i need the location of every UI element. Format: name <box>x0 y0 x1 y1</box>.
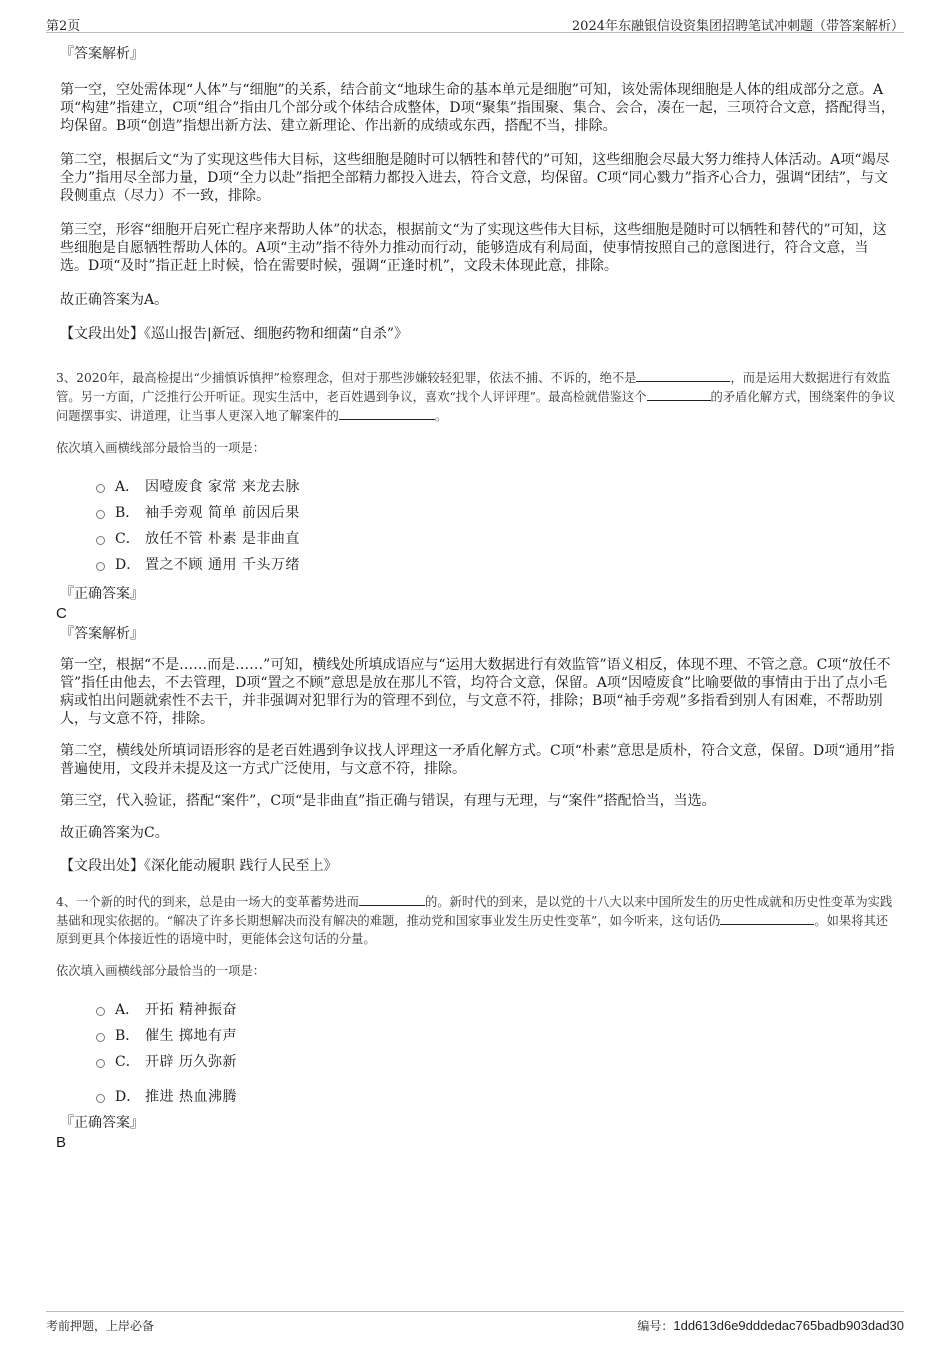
radio-button-icon[interactable] <box>96 536 105 545</box>
q3-analysis-label: 『答案解析』 <box>60 626 144 642</box>
q3-option-a[interactable]: A． 因噎废食 家常 来龙去脉 <box>96 477 896 503</box>
q4-option-a[interactable]: A． 开拓 精神振奋 <box>96 1000 896 1026</box>
radio-button-icon[interactable] <box>96 1033 105 1042</box>
q2-analysis-paragraph-3: 第三空，形容“细胞开启死亡程序来帮助人体”的状态，根据前文“为了实现这些伟大目标，这些细胞是随时可以牺牲和替代的”可知，这些细胞是自愿牺牲帮助人体的。A项“主动”指不待外力推动而行动，能够造成有利局面，使事情按照自己的意图进行，符合文意，当选。D项“及时”指正赶上时候，恰在需要时候，强调“正逢时机”，文段未体现此意，排除。 <box>60 222 887 274</box>
q3-blank-3 <box>339 406 435 420</box>
q3-blank-2 <box>647 387 711 401</box>
q3-option-d[interactable]: D． 置之不顾 通用 千头万绪 <box>96 555 896 581</box>
q2-analysis-paragraph-1: 第一空，空处需体现“人体”与“细胞”的关系，结合前文“地球生命的基本单元是细胞”可知，该处需体现细胞是人体的组成部分之意。A项“构建”指建立，C项“组合”指由几个部分或个体结合成整体，D项“聚集”指围聚、集合、会合，凑在一起，三项符合文意，搭配得当，均保留。B项“创造”指想出新方法、建立新理论、作出新的成绩或东西，搭配不当，排除。 <box>60 82 895 134</box>
q4-correct-label: 『正确答案』 <box>60 1115 144 1131</box>
radio-button-icon[interactable] <box>96 1059 105 1068</box>
q3-blank-1 <box>636 368 730 382</box>
q4-options <box>96 1000 896 1113</box>
q3-analysis-paragraph-2: 第二空，横线处所填词语形容的是老百姓遇到争议找人评理这一矛盾化解方式。C项“朴素”意思是质朴，符合文意，保留。D项“通用”指普遍使用，文段并未提及这一方式广泛使用，与文意不符，排除。 <box>60 743 895 777</box>
footer-id <box>637 1317 904 1334</box>
q4-option-b[interactable]: B． 催生 掷地有声 <box>96 1026 896 1052</box>
q4-blank-1 <box>359 892 425 906</box>
q3-conclusion: 故正确答案为C。 <box>60 825 169 841</box>
q4-instruction: 依次填入画横线部分最恰当的一项是： <box>56 964 266 978</box>
footer-id-code: 1dd613d6e9dddedac765badb903dad30 <box>673 1318 904 1333</box>
footer-id-label: 编号： <box>637 1319 674 1333</box>
q3-analysis-paragraph-1: 第一空，根据“不是……而是……”可知，横线处所填成语应与“运用大数据进行有效监管”语义相反，体现不理、不管之意。C项“放任不管”指任由他去，不去管理，D项“置之不顾”意思是放在那儿不管，均符合文意，保留。A项“因噎废食”比喻要做的事情由于出了点小毛病或怕出问题就索性不去干，并非强调对犯罪行为的管理不到位，与文意不符，排除；B项“袖手旁观”多指看到别人有困难，不帮助别人，与文意不符，排除。 <box>60 657 891 727</box>
radio-button-icon[interactable] <box>96 510 105 519</box>
q3-instruction: 依次填入画横线部分最恰当的一项是： <box>56 441 266 455</box>
page-number: 第2页 <box>46 19 81 34</box>
radio-button-icon[interactable] <box>96 484 105 493</box>
document-body <box>56 44 896 1153</box>
q4-blank-2 <box>720 911 814 925</box>
q2-analysis-label: 『答案解析』 <box>60 46 144 62</box>
page-footer <box>46 1311 904 1336</box>
q4-correct-answer: B <box>56 1134 67 1151</box>
q3-question: 3、2020年，最高检提出“少捕慎诉慎押”检察理念，但对于那些涉嫌较轻犯罪，依法不捕、不诉的，绝不是 ，而是运用大数据进行有效监管。另一方面，广泛推行公开听证。现实生活中，老百姓遇到争议，喜欢“找个人评评理”。最高检就借鉴这个 的矛盾化解方式，围绕案件的争议问题摆事实、讲道理，让当事人更深入地了解案件的 。 <box>56 368 896 425</box>
radio-button-icon[interactable] <box>96 1094 105 1103</box>
q4-option-d[interactable]: D． 推进 热血沸腾 <box>96 1087 896 1113</box>
q2-conclusion: 故正确答案为A。 <box>60 292 169 308</box>
document-title: 2024年东融银信设资集团招聘笔试冲刺题（带答案解析） <box>571 19 904 34</box>
radio-button-icon[interactable] <box>96 562 105 571</box>
q3-analysis-paragraph-3: 第三空，代入验证，搭配“案件”，C项“是非曲直”指正确与错误，有理与无理，与“案件”搭配恰当，当选。 <box>60 793 716 809</box>
radio-button-icon[interactable] <box>96 1007 105 1016</box>
q3-options <box>96 477 896 581</box>
q2-analysis-paragraph-2: 第二空，根据后文“为了实现这些伟大目标，这些细胞是随时可以牺牲和替代的”可知，这些细胞会尽最大努力维持人体活动。A项“竭尽全力”指用尽全部力量，D项“全力以赴”指把全部精力都投入进去，符合文意，均保留。C项“同心戮力”指齐心合力，强调“团结”，与文段侧重点（尽力）不一致，排除。 <box>60 152 890 204</box>
q3-option-c[interactable]: C． 放任不管 朴素 是非曲直 <box>96 529 896 555</box>
page-header <box>46 12 904 33</box>
q3-option-b[interactable]: B． 袖手旁观 简单 前因后果 <box>96 503 896 529</box>
q3-correct-label: 『正确答案』 <box>60 586 144 602</box>
footer-slogan: 考前押题，上岸必备 <box>46 1319 155 1333</box>
q4-option-c[interactable]: C． 开辟 历久弥新 <box>96 1052 896 1078</box>
q4-question: 4、一个新的时代的到来，总是由一场大的变革蓄势进而 的。新时代的到来，是以党的十八大以来中国所发生的历史性成就和历史性变革为实践基础和现实依据的。“解决了许多长期想解决而没有解决的难题，推动党和国家事业发生历史性变革”，如今听来，这句话仍 。如果将其还原到更具个体接近性的语境中时，更能体会这句话的分量。 <box>56 892 896 948</box>
q3-correct-answer: C <box>56 605 67 622</box>
q3-source: 【文段出处】《深化能动履职 践行人民至上》 <box>60 858 338 874</box>
q2-source: 【文段出处】《巡山报告|新冠、细胞药物和细菌“自杀”》 <box>60 326 409 342</box>
